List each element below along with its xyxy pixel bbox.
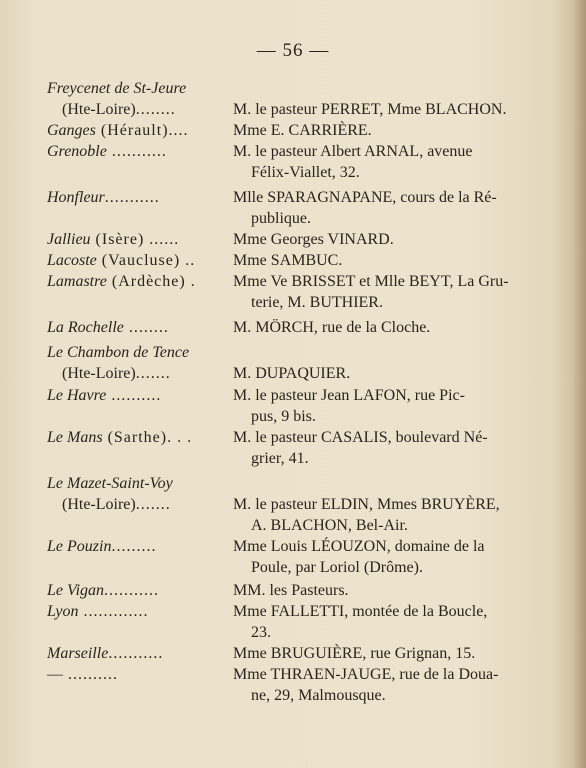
place-name: Le Chambon de Tence	[47, 344, 190, 361]
location-line	[47, 643, 229, 664]
location-cell	[47, 643, 229, 664]
place-name: Ganges	[47, 122, 96, 139]
contact-line: Mlle SPARAGNAPANE, cours de la Ré-	[233, 189, 497, 206]
location-line	[47, 120, 229, 141]
contact-line: Mme Ve BRISSET et Mlle BEYT, La Gru-	[233, 273, 509, 290]
contact-line: Félix-Viallet, 32.	[251, 164, 360, 181]
contact-cell	[233, 271, 551, 313]
location-line	[47, 536, 229, 557]
contact-line: Mme SAMBUC.	[233, 252, 343, 269]
location-line	[47, 473, 229, 494]
place-name: Le Havre	[47, 387, 107, 404]
contact-line: M. le pasteur Jean LAFON, rue Pic-	[233, 387, 465, 404]
place-suffix: ........	[135, 101, 176, 118]
contact-cell	[233, 187, 551, 229]
location-line	[47, 385, 229, 406]
place-suffix: (Isère) ......	[90, 231, 180, 248]
place-name: Jallieu	[47, 231, 91, 248]
contact-line: M. MÖRCH, rue de la Cloche.	[233, 319, 431, 336]
contact-line: pus, 9 bis.	[251, 408, 316, 425]
place-name: Marseille	[47, 645, 109, 662]
contact-line: Mme Louis LÉOUZON, domaine de la	[233, 538, 485, 555]
location-line	[47, 317, 229, 338]
location-cell	[47, 187, 229, 208]
location-cell	[47, 229, 229, 250]
place-suffix: .............	[78, 603, 149, 620]
place-name: Le Mans	[47, 429, 103, 446]
place-suffix: ...........	[108, 645, 164, 662]
contact-cell	[233, 427, 551, 469]
contact-cell	[233, 494, 551, 536]
place-name: Le Vigan	[47, 582, 105, 599]
contact-line: Mme THRAEN-JAUGE, rue de la Doua-	[233, 666, 499, 683]
place-name: Grenoble	[47, 143, 107, 160]
contact-line: grier, 41.	[251, 450, 309, 467]
location-cell	[47, 473, 229, 515]
place-suffix: (Vaucluse) ..	[96, 252, 196, 269]
location-line	[47, 580, 229, 601]
place-suffix: .......	[135, 365, 171, 382]
location-line	[47, 363, 229, 384]
location-line	[47, 271, 229, 292]
place-name: (Hte-Loire)	[62, 365, 136, 382]
location-cell	[47, 141, 229, 162]
place-name: Le Pouzin	[47, 538, 112, 555]
place-suffix: ..........	[63, 666, 118, 683]
place-name: (Hte-Loire)	[62, 496, 136, 513]
location-line	[47, 664, 229, 685]
location-line	[47, 601, 229, 622]
place-name: Lacoste	[47, 252, 97, 269]
contact-line: M. le pasteur PERRET, Mme BLACHON.	[233, 101, 507, 118]
location-line	[47, 229, 229, 250]
contact-line: 23.	[251, 624, 271, 641]
contact-cell	[233, 317, 551, 338]
place-suffix: ...........	[104, 189, 160, 206]
contact-line: ne, 29, Malmousque.	[251, 687, 386, 704]
contact-cell	[233, 363, 551, 384]
contact-line: Poule, par Loriol (Drôme).	[251, 559, 423, 576]
contact-line: M. le pasteur Albert ARNAL, avenue	[233, 143, 473, 160]
location-cell	[47, 78, 229, 120]
place-suffix: ...........	[106, 143, 167, 160]
location-cell	[47, 120, 229, 141]
location-line	[47, 99, 229, 120]
contact-cell	[233, 250, 551, 271]
place-name: —	[47, 666, 63, 683]
place-name: Freycenet de St-Jeure	[47, 80, 187, 97]
contact-cell	[233, 229, 551, 250]
contact-line: MM. les Pasteurs.	[233, 582, 349, 599]
place-name: (Hte-Loire)	[62, 101, 136, 118]
place-suffix: ..........	[106, 387, 162, 404]
contact-line: M. le pasteur ELDIN, Mmes BRUYÈRE,	[233, 496, 500, 513]
location-line	[47, 78, 229, 99]
location-cell	[47, 342, 229, 384]
place-suffix: .........	[111, 538, 157, 555]
location-line	[47, 342, 229, 363]
contact-line: Mme FALLETTI, montée de la Boucle,	[233, 603, 488, 620]
place-suffix: .......	[135, 496, 171, 513]
contact-line: A. BLACHON, Bel-Air.	[251, 517, 408, 534]
location-cell	[47, 601, 229, 622]
contact-line: publique.	[251, 210, 311, 227]
location-cell	[47, 385, 229, 406]
location-line	[47, 427, 229, 448]
contact-cell	[233, 141, 551, 183]
contact-line: M. le pasteur CASALIS, boulevard Né-	[233, 429, 488, 446]
place-suffix: (Hérault)....	[95, 122, 189, 139]
place-suffix: ........	[123, 319, 169, 336]
place-name: Lamastre	[47, 273, 107, 290]
place-suffix: (Sarthe). . .	[102, 429, 193, 446]
contact-line: M. DUPAQUIER.	[233, 365, 351, 382]
place-name: Honfleur	[47, 189, 105, 206]
location-cell	[47, 317, 229, 338]
location-cell	[47, 271, 229, 292]
location-cell	[47, 536, 229, 557]
contact-cell	[233, 664, 551, 706]
location-line	[47, 187, 229, 208]
place-name: Le Mazet-Saint-Voy	[47, 475, 173, 492]
contact-cell	[233, 601, 551, 643]
page-number: — 56 —	[256, 40, 330, 61]
contact-line: Mme BRUGUIÈRE, rue Grignan, 15.	[233, 645, 476, 662]
contact-line: terie, M. BUTHIER.	[251, 294, 383, 311]
place-suffix: (Ardèche) .	[106, 273, 196, 290]
place-suffix: ...........	[104, 582, 160, 599]
contact-cell	[233, 536, 551, 578]
location-cell	[47, 250, 229, 271]
contact-line: Mme Georges VINARD.	[233, 231, 394, 248]
contact-line: Mme E. CARRIÈRE.	[233, 122, 372, 139]
contact-cell	[233, 643, 551, 664]
location-cell	[47, 580, 229, 601]
location-line	[47, 141, 229, 162]
contact-cell	[233, 580, 551, 601]
contact-cell	[233, 120, 551, 141]
contact-cell	[233, 99, 551, 120]
location-cell	[47, 664, 229, 685]
location-line	[47, 494, 229, 515]
place-name: Lyon	[47, 603, 79, 620]
location-cell	[47, 427, 229, 448]
contact-cell	[233, 385, 551, 427]
location-line	[47, 250, 229, 271]
place-name: La Rochelle	[47, 319, 124, 336]
